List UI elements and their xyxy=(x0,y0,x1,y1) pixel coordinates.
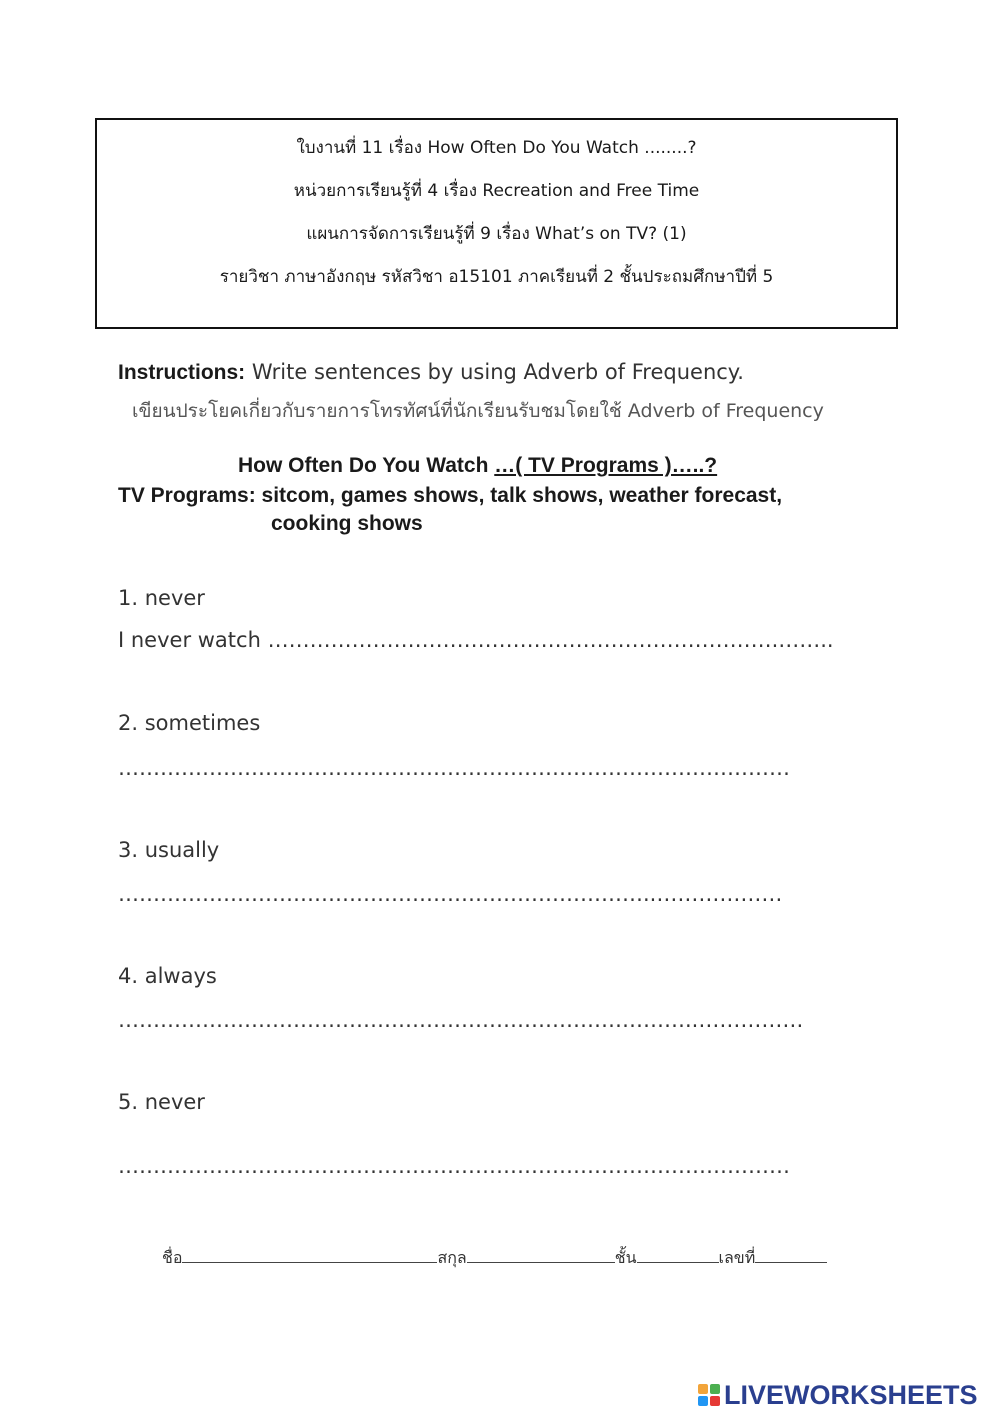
logo-square-3 xyxy=(698,1396,708,1406)
liveworksheets-logo-icon xyxy=(698,1384,720,1406)
worksheet-header-box xyxy=(95,118,898,329)
item-4-label: 4. always xyxy=(118,964,217,988)
logo-square-1 xyxy=(698,1384,708,1394)
footer-number-label: เลขที่ xyxy=(718,1248,756,1267)
item-4-answer-line[interactable]: ………………………………………………………………………..…………… xyxy=(118,1008,804,1032)
item-3-label: 3. usually xyxy=(118,838,220,862)
footer-class-blank[interactable] xyxy=(637,1246,719,1263)
item-5-answer-line[interactable]: …………………………………………………………………………………… xyxy=(118,1154,790,1178)
instructions xyxy=(118,360,744,385)
footer-name-label: ชื่อ xyxy=(162,1248,183,1267)
footer-class-label: ชั้น xyxy=(614,1248,637,1267)
item-1-label: 1. never xyxy=(118,586,205,610)
header-unit-title: หน่วยการเรียนรู้ที่ 4 เรื่อง Recreation and Free Time xyxy=(293,181,700,201)
item-2-label: 2. sometimes xyxy=(118,711,261,735)
subtitle-underlined: …( TV Programs )…..? xyxy=(494,454,718,477)
item-3-answer-line[interactable]: …………………………………………………………………..……………… xyxy=(118,882,783,906)
instructions-text: Write sentences by using Adverb of Frequency. xyxy=(245,360,744,384)
worksheet-subtitle xyxy=(238,454,717,478)
tv-programs-list xyxy=(118,482,782,538)
item-5-label: 5. never xyxy=(118,1090,205,1114)
logo-square-4 xyxy=(710,1396,720,1406)
instructions-label: Instructions: xyxy=(118,361,246,384)
logo-square-2 xyxy=(710,1384,720,1394)
student-info-footer xyxy=(162,1246,827,1271)
footer-surname-blank[interactable] xyxy=(467,1246,615,1263)
instructions-thai: เขียนประโยคเกี่ยวกับรายการโทรทัศน์ที่นักเรียนรับชมโดยใช้ Adverb of Frequency xyxy=(132,400,824,422)
tv-programs-line-1: TV Programs: sitcom, games shows, talk shows, weather forecast, xyxy=(118,484,783,507)
liveworksheets-logo-text: LIVEWORKSHEETS xyxy=(724,1379,978,1410)
header-lesson-plan: แผนการจัดการเรียนรู้ที่ 9 เรื่อง What’s on TV? (1) xyxy=(306,224,687,244)
tv-programs-line-2: cooking shows xyxy=(271,512,423,535)
footer-surname-label: สกุล xyxy=(437,1248,467,1267)
footer-number-blank[interactable] xyxy=(755,1246,827,1263)
item-2-answer-line[interactable]: …………………………………………………………………………………… xyxy=(118,756,790,780)
header-worksheet-title: ใบงานที่ 11 เรื่อง How Often Do You Watch ........? xyxy=(296,138,697,158)
liveworksheets-logo xyxy=(698,1380,978,1410)
subtitle-prefix: How Often Do You Watch xyxy=(238,454,495,477)
item-1-answer-line[interactable]: I never watch ……………………………………………………………….…….. xyxy=(118,628,834,652)
header-subject-info: รายวิชา ภาษาอังกฤษ รหัสวิชา อ15101 ภาคเรียนที่ 2 ชั้นประถมศึกษาปีที่ 5 xyxy=(219,267,774,287)
footer-name-blank[interactable] xyxy=(182,1246,437,1263)
